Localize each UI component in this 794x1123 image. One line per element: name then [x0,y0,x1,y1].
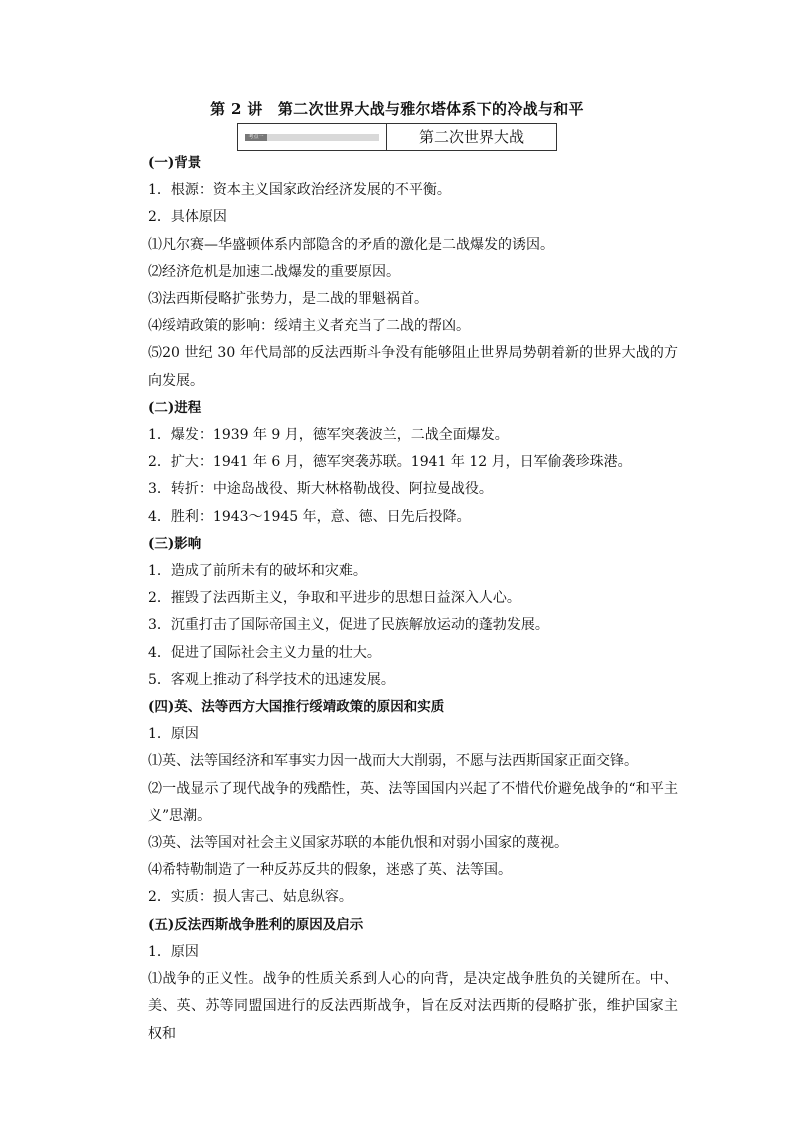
section-heading: (五)反法西斯战争胜利的原因及启示 [148,916,364,933]
body-paragraph: ⑵一战显示了现代战争的残酷性，英、法等国国内兴起了不惜代价避免战争的“和平主义”思潮。 [148,780,678,824]
topic-title: 第二次世界大战 [418,128,524,146]
section-heading: (一)背景 [148,155,202,171]
body-paragraph: ⑸20 世纪 30 年代局部的反法西斯斗争没有能够阻止世界局势朝着新的世界大战的方向发展。 [148,345,678,389]
body-paragraph: ⑷绥靖政策的影响：绥靖主义者充当了二战的帮凶。 [148,318,470,335]
body-paragraph: 2．扩大：1941 年 6 月，德军突袭苏联。1941 年 12 月，日军偷袭珍珠港。 [148,454,632,471]
body-paragraph: 1．造成了前所未有的破坏和灾难。 [148,563,367,580]
lesson-title: 第 2 讲 第二次世界大战与雅尔塔体系下的冷战与和平 [210,100,584,118]
body-paragraph: 2．具体原因 [148,209,227,226]
body-paragraph: ⑷希特勒制造了一种反苏反共的假象，迷惑了英、法等国。 [148,862,512,879]
body-paragraph: 4．胜利：1943～1945 年，意、德、日先后投降。 [148,508,471,525]
body-paragraph: ⑴凡尔赛—华盛顿体系内部隐含的矛盾的激化是二战爆发的诱因。 [148,236,554,253]
body-paragraph: ⑴战争的正义性。战争的性质关系到人心的向背，是决定战争胜负的关键所在。中、美、英、苏等同盟国进行的反法西斯战争，旨在反对法西斯的侵略扩张，维护国家主权和 [148,971,678,1042]
body-paragraph: ⑵经济危机是加速二战爆发的重要原因。 [148,263,400,280]
topic-tag-label: 考点一 [245,134,267,141]
body-paragraph: 1．根源：资本主义国家政治经济发展的不平衡。 [148,182,451,199]
section-heading: (四)英、法等西方大国推行绥靖政策的原因和实质 [148,699,445,716]
body-paragraph: ⑴英、法等国经济和军事实力因一战而大大削弱，不愿与法西斯国家正面交锋。 [148,753,638,770]
body-paragraph: 3．转折：中途岛战役、斯大林格勒战役、阿拉曼战役。 [148,481,493,498]
section-heading: (三)影响 [148,535,202,552]
body-paragraph: 2．摧毁了法西斯主义，争取和平进步的思想日益深入人心。 [148,590,521,607]
body-paragraph: ⑶法西斯侵略扩张势力，是二战的罪魁祸首。 [148,291,428,308]
topic-tag-cell [238,124,387,150]
body-paragraph: 4．促进了国际社会主义力量的壮大。 [148,644,381,661]
section-heading: (二)进程 [148,399,202,416]
document-body [120,150,678,1048]
body-paragraph: ⑶英、法等国对社会主义国家苏联的本能仇恨和对弱小国家的蔑视。 [148,835,568,852]
topic-banner [237,123,557,151]
body-paragraph: 2．实质：损人害己、姑息纵容。 [148,889,353,906]
body-paragraph: 1．爆发：1939 年 9 月，德军突袭波兰，二战全面爆发。 [148,427,509,444]
body-paragraph: 3．沉重打击了国际帝国主义，促进了民族解放运动的蓬勃发展。 [148,617,549,634]
body-paragraph: 1．原因 [148,943,199,960]
body-paragraph: 5．客观上推动了科学技术的迅速发展。 [148,671,395,688]
topic-tag-bar [245,134,379,141]
body-paragraph: 1．原因 [148,726,199,743]
